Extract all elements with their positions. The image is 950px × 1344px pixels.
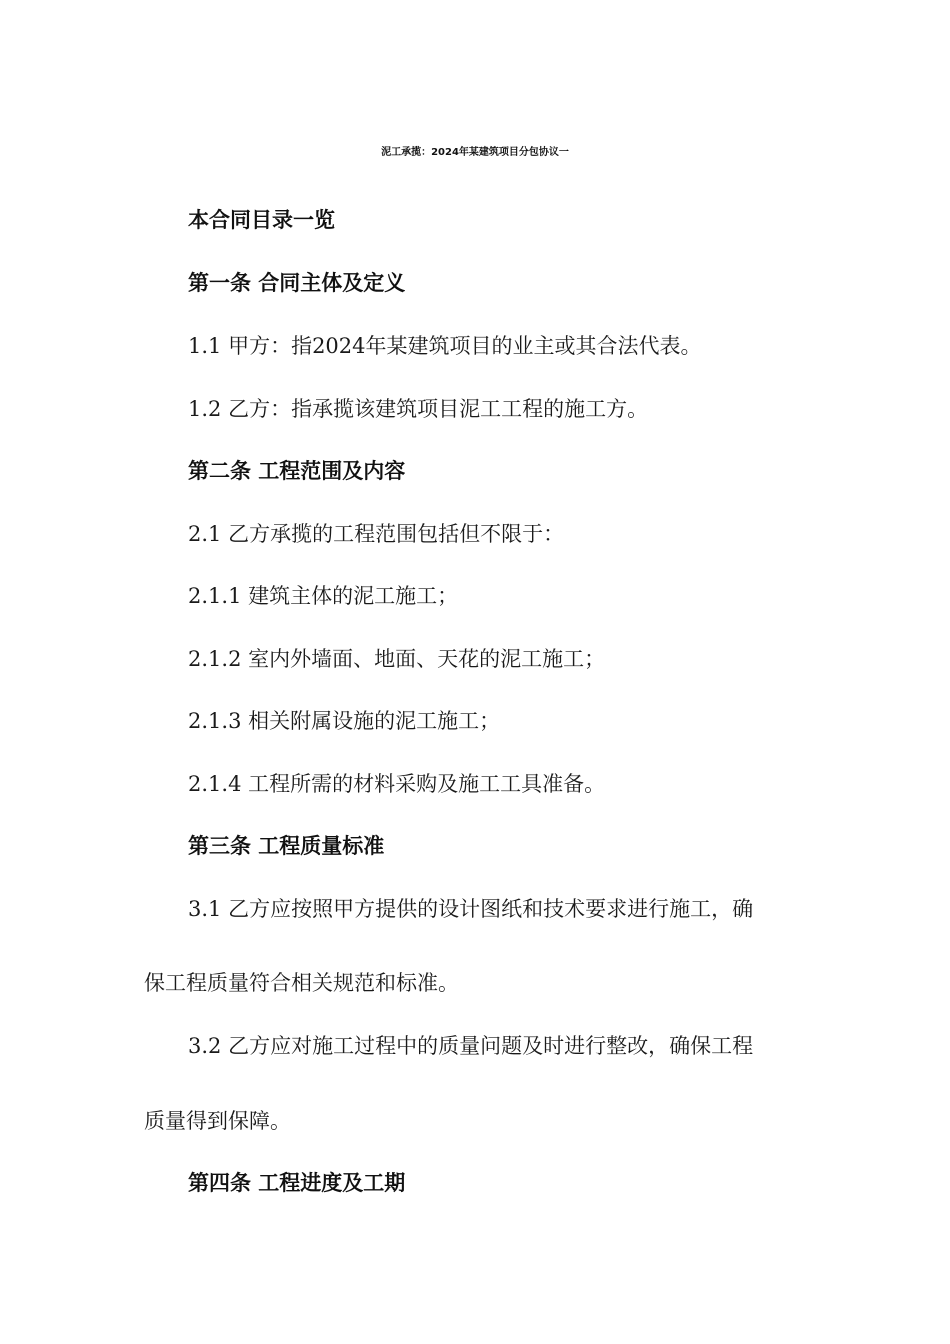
clause-1-2: 1.2 乙方：指承揽该建筑项目泥工工程的施工方。 — [188, 397, 649, 421]
clause-3-2-continued: 质量得到保障。 — [144, 1109, 291, 1133]
article-4-heading: 第四条 工程进度及工期 — [188, 1171, 406, 1195]
clause-3-2: 3.2 乙方应对施工过程中的质量问题及时进行整改，确保工程 — [188, 1034, 754, 1058]
clause-3-1-continued: 保工程质量符合相关规范和标准。 — [144, 971, 459, 995]
clause-2-1-1: 2.1.1 建筑主体的泥工施工； — [188, 584, 459, 608]
document-title: 泥工承揽：2024年某建筑项目分包协议一 — [381, 147, 569, 158]
clause-3-1: 3.1 乙方应按照甲方提供的设计图纸和技术要求进行施工，确 — [188, 897, 754, 921]
toc-heading: 本合同目录一览 — [188, 208, 335, 232]
article-3-heading: 第三条 工程质量标准 — [188, 834, 385, 858]
article-1-heading: 第一条 合同主体及定义 — [188, 271, 406, 295]
clause-2-1-4: 2.1.4 工程所需的材料采购及施工工具准备。 — [188, 772, 606, 796]
clause-2-1-2: 2.1.2 室内外墙面、地面、天花的泥工施工； — [188, 647, 606, 671]
clause-2-1: 2.1 乙方承揽的工程范围包括但不限于： — [188, 522, 565, 546]
clause-1-1: 1.1 甲方：指2024年某建筑项目的业主或其合法代表。 — [188, 334, 702, 358]
clause-2-1-3: 2.1.3 相关附属设施的泥工施工； — [188, 709, 501, 733]
article-2-heading: 第二条 工程范围及内容 — [188, 459, 406, 483]
